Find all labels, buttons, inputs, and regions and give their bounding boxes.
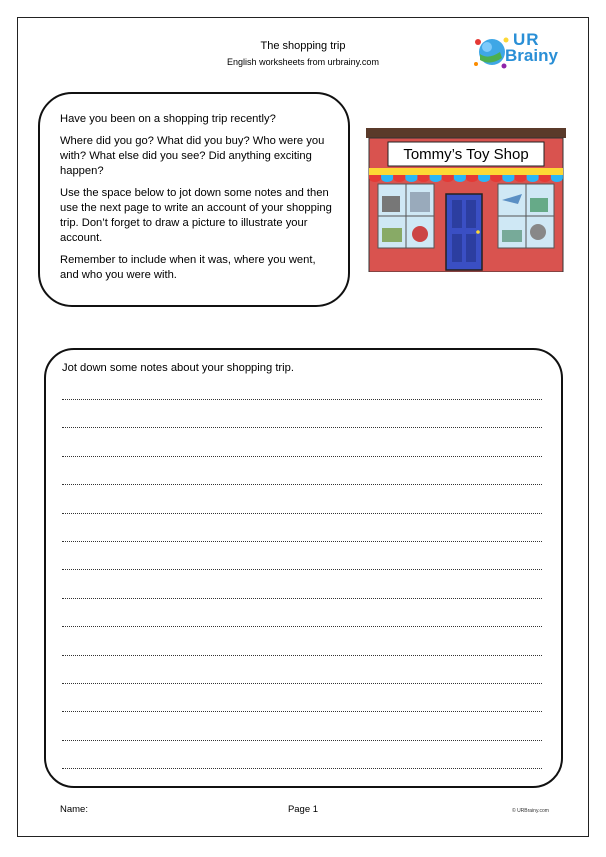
logo-brainy-text: Brainy <box>505 46 558 65</box>
toy-shop-illustration <box>366 128 566 272</box>
toy-train-icon <box>530 198 548 212</box>
notes-heading: Jot down some notes about your shopping trip. <box>62 362 294 374</box>
name-label: Name: <box>60 804 88 815</box>
writing-line[interactable] <box>62 682 542 684</box>
page-subtitle: English worksheets from urbrainy.com <box>227 57 379 67</box>
writing-line[interactable] <box>62 455 542 457</box>
toy-car-icon <box>502 230 522 242</box>
intro-paragraph: Have you been on a shopping trip recently? <box>60 113 276 125</box>
writing-line[interactable] <box>62 483 542 485</box>
writing-line[interactable] <box>62 512 542 514</box>
page-title: The shopping trip <box>260 40 346 52</box>
writing-line[interactable] <box>62 426 542 428</box>
writing-line[interactable] <box>62 654 542 656</box>
toy-ball-icon <box>412 226 428 242</box>
intro-paragraph: Remember to include when it was, where you went, and who you were with. <box>60 254 316 281</box>
writing-line[interactable] <box>62 625 542 627</box>
toy-teddy-icon <box>530 224 546 240</box>
writing-line[interactable] <box>62 540 542 542</box>
writing-line[interactable] <box>62 710 542 712</box>
toy-robot-icon <box>410 192 430 212</box>
writing-line[interactable] <box>62 398 542 400</box>
writing-line[interactable] <box>62 568 542 570</box>
writing-line[interactable] <box>62 739 542 741</box>
door-knob <box>476 230 480 234</box>
toy-box-icon <box>382 228 402 242</box>
shop-sign-text: Tommy’s Toy Shop <box>403 146 529 163</box>
copyright-text: © URBrainy.com <box>512 808 549 814</box>
page-number: Page 1 <box>287 804 319 815</box>
writing-line[interactable] <box>62 767 542 769</box>
toy-cat-icon <box>382 196 400 212</box>
intro-paragraph: Use the space below to jot down some notes and then use the next page to write an account of your shopping trip. Don’t forget to draw a picture to illustrate your account. <box>60 187 332 244</box>
intro-bubble <box>38 92 350 307</box>
writing-line[interactable] <box>62 597 542 599</box>
intro-paragraph: Where did you go? What did you buy? Who were you with? What else did you see? Did anything exciting happen? <box>60 135 325 177</box>
shop-roof <box>366 128 566 138</box>
logo-ur-text: UR <box>513 30 540 49</box>
